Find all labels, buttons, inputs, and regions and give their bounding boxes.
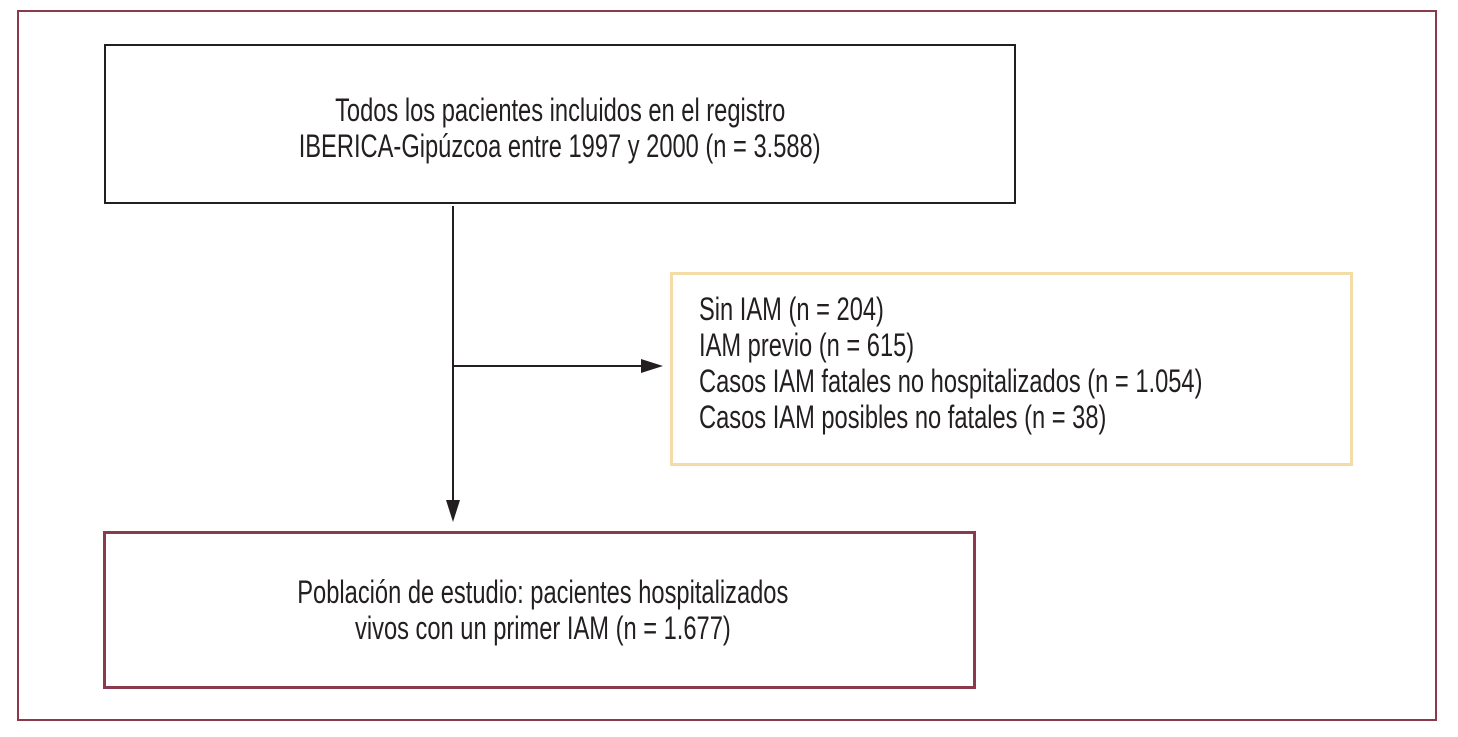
exclusion-arrowhead xyxy=(641,359,663,373)
study-population-line-1: Población de estudio: pacientes hospitalizados xyxy=(296,574,789,610)
excluded-fatal-not-hospitalized: Casos IAM fatales no hospitalizados (n = 1.054) xyxy=(699,363,1203,399)
total-patients-line-2: IBERICA-Gipúzcoa entre 1997 y 2000 (n = 3.588) xyxy=(299,128,821,164)
main-flow-arrowhead xyxy=(446,500,460,522)
excluded-possible-nonfatal: Casos IAM posibles no fatales (n = 38) xyxy=(699,399,1107,435)
excluded-previous-iam: IAM previo (n = 615) xyxy=(699,327,915,363)
total-patients-line-1: Todos los pacientes incluidos en el registro xyxy=(334,92,786,128)
excluded-no-iam: Sin IAM (n = 204) xyxy=(699,291,884,327)
study-population-line-2: vivos con un primer IAM (n = 1.677) xyxy=(354,610,731,646)
